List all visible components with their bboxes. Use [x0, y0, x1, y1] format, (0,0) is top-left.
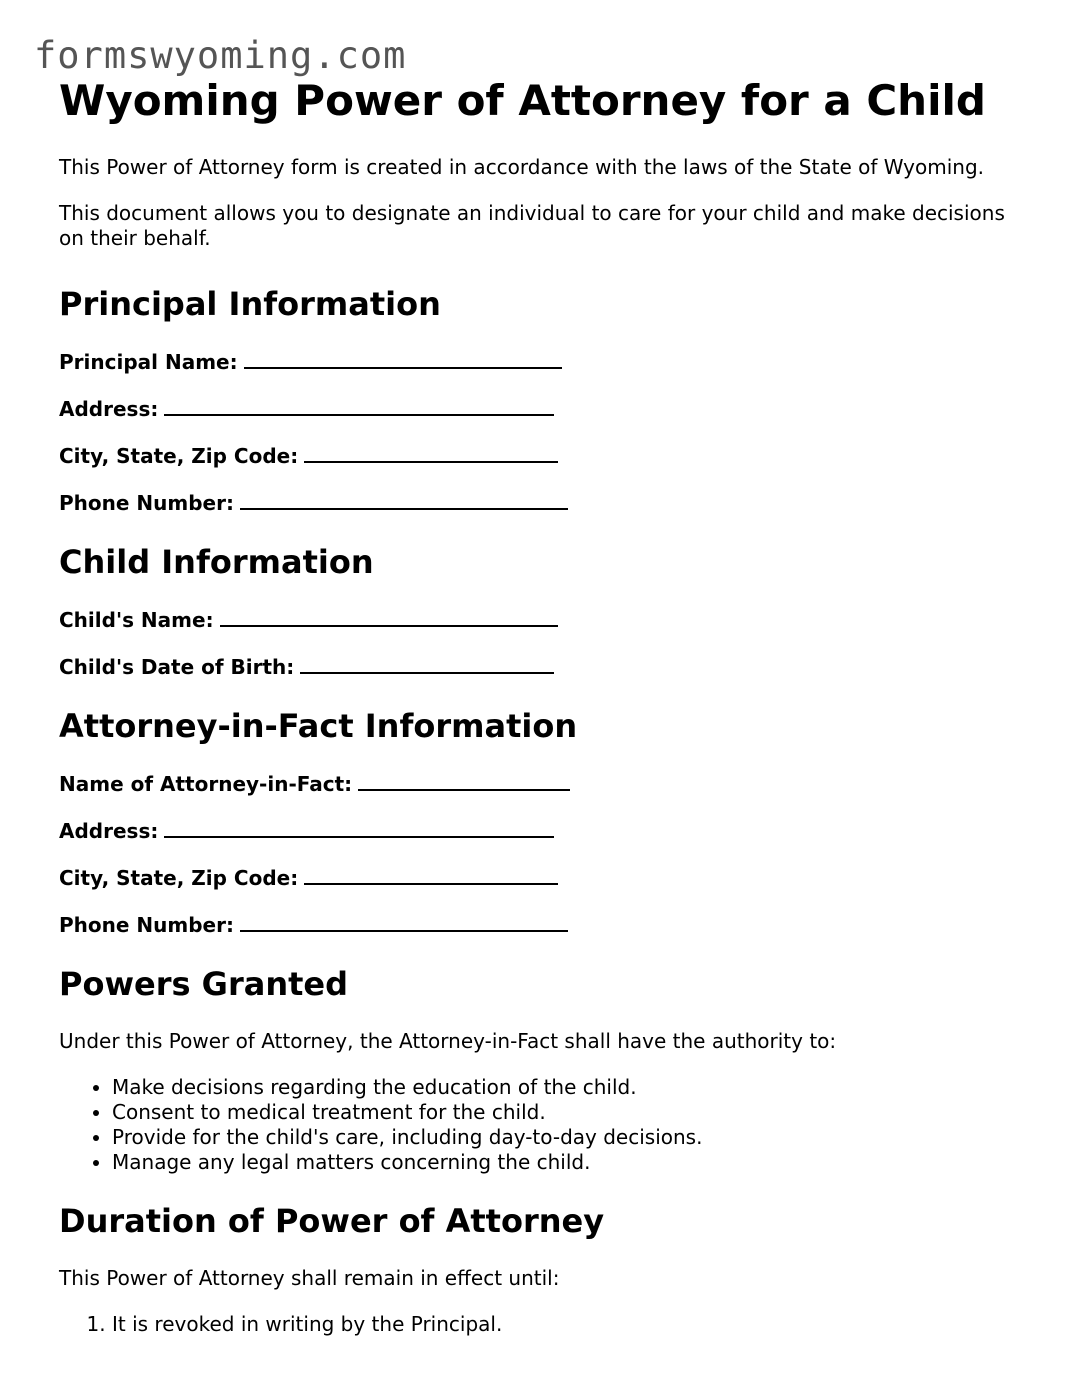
attorney-name-label: Name of Attorney-in-Fact:	[59, 772, 353, 796]
watermark: formswyoming.com	[34, 34, 407, 77]
principal-city-field	[59, 443, 1019, 469]
principal-address-field	[59, 396, 1019, 422]
attorney-phone-field	[59, 912, 1019, 938]
attorney-name-field	[59, 771, 1019, 797]
document-title: Wyoming Power of Attorney for a Child	[59, 76, 986, 125]
principal-heading: Principal Information	[59, 285, 441, 323]
duration-list	[59, 1312, 1019, 1337]
child-name-field	[59, 607, 1019, 633]
child-name-blank[interactable]	[220, 607, 558, 627]
attorney-address-field	[59, 818, 1019, 844]
child-dob-label: Child's Date of Birth:	[59, 655, 295, 679]
powers-list-item: • Manage any legal matters concerning the child.	[112, 1150, 1019, 1175]
powers-lead: Under this Power of Attorney, the Attorney-in-Fact shall have the authority to:	[59, 1029, 837, 1053]
child-dob-field	[59, 654, 1019, 680]
attorney-address-blank[interactable]	[164, 818, 554, 838]
child-name-label: Child's Name:	[59, 608, 214, 632]
duration-list-item: 1. It is revoked in writing by the Principal.	[112, 1312, 1019, 1337]
intro-paragraph-purpose: This document allows you to designate an individual to care for your child and make decisions on their behalf.	[59, 201, 1005, 250]
attorney-heading: Attorney-in-Fact Information	[59, 707, 578, 745]
attorney-phone-blank[interactable]	[240, 912, 568, 932]
attorney-address-label: Address:	[59, 819, 159, 843]
powers-list	[59, 1075, 1019, 1175]
child-dob-blank[interactable]	[300, 654, 554, 674]
attorney-city-field	[59, 865, 1019, 891]
duration-heading: Duration of Power of Attorney	[59, 1202, 605, 1240]
powers-list-item: • Provide for the child's care, including day-to-day decisions.	[112, 1125, 1019, 1150]
attorney-name-blank[interactable]	[358, 771, 570, 791]
principal-address-blank[interactable]	[164, 396, 554, 416]
powers-list-item: • Consent to medical treatment for the child.	[112, 1100, 1019, 1125]
attorney-city-blank[interactable]	[304, 865, 558, 885]
document-page	[59, 76, 1019, 1337]
principal-name-blank[interactable]	[244, 349, 562, 369]
principal-name-field	[59, 349, 1019, 375]
principal-phone-label: Phone Number:	[59, 491, 234, 515]
attorney-phone-label: Phone Number:	[59, 913, 234, 937]
attorney-city-label: City, State, Zip Code:	[59, 866, 299, 890]
intro-paragraph-legal-basis: This Power of Attorney form is created in accordance with the laws of the State of Wyoming.	[59, 155, 984, 179]
powers-list-item: • Make decisions regarding the education of the child.	[112, 1075, 1019, 1100]
duration-lead: This Power of Attorney shall remain in effect until:	[59, 1266, 560, 1290]
principal-phone-blank[interactable]	[240, 490, 568, 510]
principal-address-label: Address:	[59, 397, 159, 421]
principal-city-blank[interactable]	[304, 443, 558, 463]
principal-phone-field	[59, 490, 1019, 516]
principal-city-label: City, State, Zip Code:	[59, 444, 299, 468]
powers-heading: Powers Granted	[59, 965, 348, 1003]
child-heading: Child Information	[59, 543, 374, 581]
principal-name-label: Principal Name:	[59, 350, 238, 374]
